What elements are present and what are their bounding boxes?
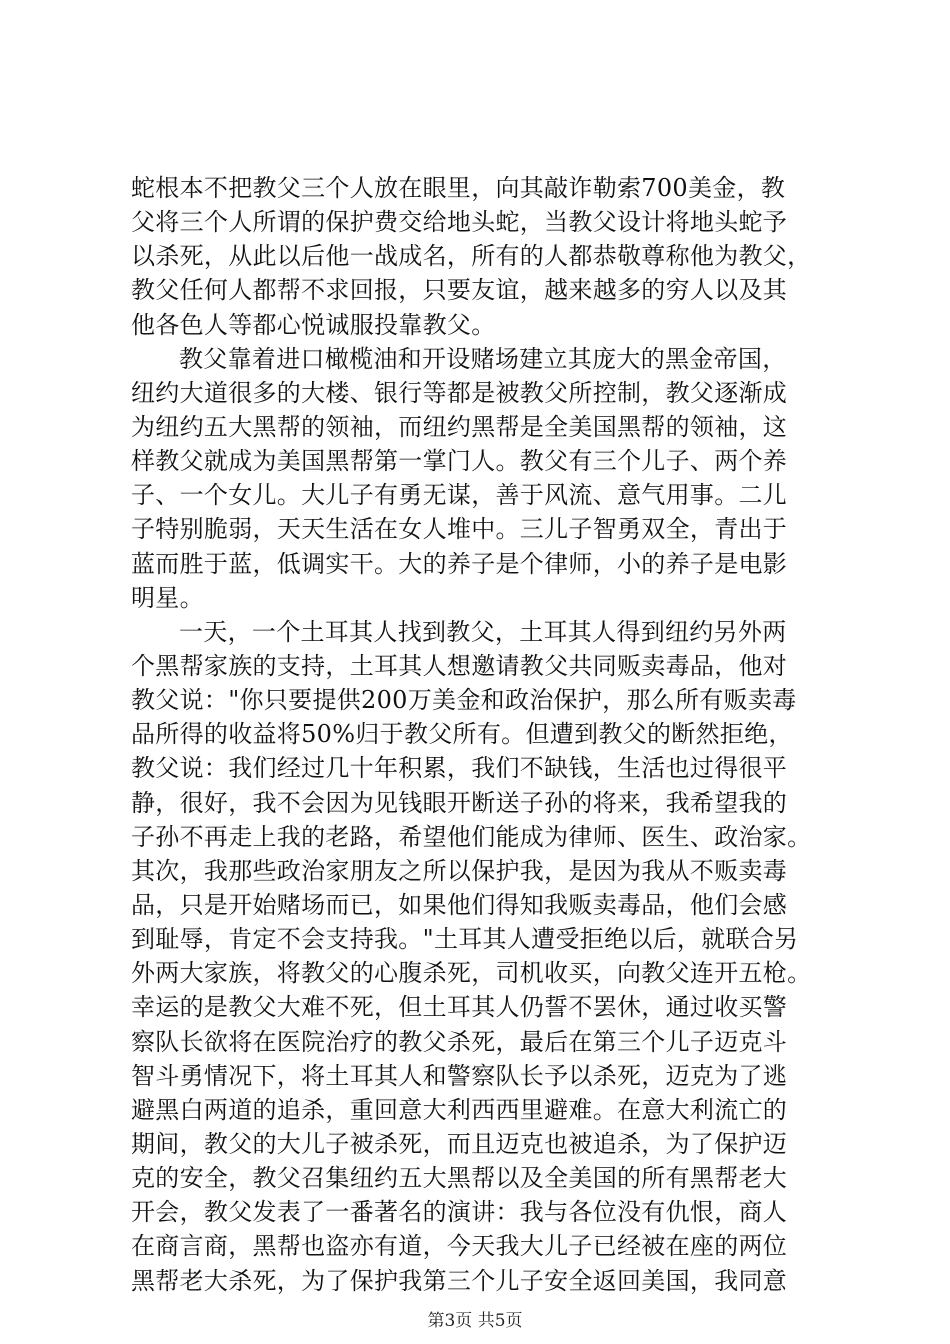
text-line: 静，很好，我不会因为见钱眼开断送子孙的将来，我希望我的 bbox=[131, 788, 788, 817]
text-line: 明星。 bbox=[131, 583, 204, 612]
text-line: 个黑帮家族的支持，土耳其人想邀请教父共同贩卖毒品，他对 bbox=[131, 651, 788, 680]
text-line: 子、一个女儿。大儿子有勇无谋，善于风流、意气用事。二儿 bbox=[131, 481, 788, 510]
text-line: 品所得的收益将50%归于教父所有。但遭到教父的断然拒绝， bbox=[131, 720, 793, 749]
text-line: 期间，教父的大儿子被杀死，而且迈克也被追杀，为了保护迈 bbox=[131, 1129, 788, 1158]
text-line: 蛇根本不把教父三个人放在眼里，向其敲诈勒索700美金，教 bbox=[131, 174, 786, 202]
page-number-footer: 第3页 共5页 bbox=[427, 1311, 523, 1331]
text-line: 察队长欲将在医院治疗的教父杀死，最后在第三个儿子迈克斗 bbox=[131, 1027, 788, 1056]
text-line: 为纽约五大黑帮的领袖，而纽约黑帮是全美国黑帮的领袖，这 bbox=[131, 412, 788, 441]
text-line: 父将三个人所谓的保护费交给地头蛇，当教父设计将地头蛇予 bbox=[131, 208, 788, 237]
text-line: 开会，教父发表了一番著名的演讲：我与各位没有仇恨，商人 bbox=[131, 1198, 788, 1227]
text-line: 克的安全，教父召集纽约五大黑帮以及全美国的所有黑帮老大 bbox=[131, 1164, 788, 1193]
text-line: 到耻辱，肯定不会支持我。"土耳其人遭受拒绝以后，就联合另 bbox=[131, 925, 799, 954]
text-line: 黑帮老大杀死，为了保护我第三个儿子安全返回美国，我同意 bbox=[131, 1266, 788, 1295]
paragraph-first-line: 一天，一个土耳其人找到教父，土耳其人得到纽约另外两 bbox=[179, 617, 787, 646]
text-line: 以杀死，从此以后他一战成名，所有的人都恭敬尊称他为教父， bbox=[131, 242, 812, 271]
text-line: 蓝而胜于蓝，低调实干。大的养子是个律师，小的养子是电影 bbox=[131, 549, 788, 578]
text-line: 教父说：我们经过几十年积累，我们不缺钱，生活也过得很平 bbox=[131, 754, 788, 783]
text-line: 在商言商，黑帮也盗亦有道，今天我大儿子已经被在座的两位 bbox=[131, 1232, 788, 1261]
text-line: 幸运的是教父大难不死，但土耳其人仍誓不罢休，通过收买警 bbox=[131, 993, 788, 1022]
text-line: 外两大家族，将教父的心腹杀死，司机收买，向教父连开五枪。 bbox=[131, 959, 812, 988]
text-line: 纽约大道很多的大楼、银行等都是被教父所控制，教父逐渐成 bbox=[131, 378, 788, 407]
paragraph-first-line: 教父靠着进口橄榄油和开设赌场建立其庞大的黑金帝国， bbox=[179, 344, 787, 373]
text-line: 教父说："你只要提供200万美金和政治保护，那么所有贩卖毒 bbox=[131, 686, 797, 715]
text-line: 其次，我那些政治家朋友之所以保护我，是因为我从不贩卖毒 bbox=[131, 856, 788, 885]
body-text bbox=[131, 171, 831, 1298]
text-line: 避黑白两道的追杀，重回意大利西西里避难。在意大利流亡的 bbox=[131, 1095, 788, 1124]
text-line: 样教父就成为美国黑帮第一掌门人。教父有三个儿子、两个养 bbox=[131, 447, 788, 476]
text-line: 子孙不再走上我的老路，希望他们能成为律师、医生、政治家。 bbox=[131, 822, 812, 851]
text-line: 品，只是开始赌场而已，如果他们得知我贩卖毒品，他们会感 bbox=[131, 890, 788, 919]
text-line: 智斗勇情况下，将土耳其人和警察队长予以杀死，迈克为了逃 bbox=[131, 1061, 788, 1090]
text-line: 他各色人等都心悦诚服投靠教父。 bbox=[131, 310, 496, 339]
text-line: 子特别脆弱，天天生活在女人堆中。三儿子智勇双全，青出于 bbox=[131, 515, 788, 544]
text-line: 教父任何人都帮不求回报，只要友谊，越来越多的穷人以及其 bbox=[131, 276, 788, 305]
